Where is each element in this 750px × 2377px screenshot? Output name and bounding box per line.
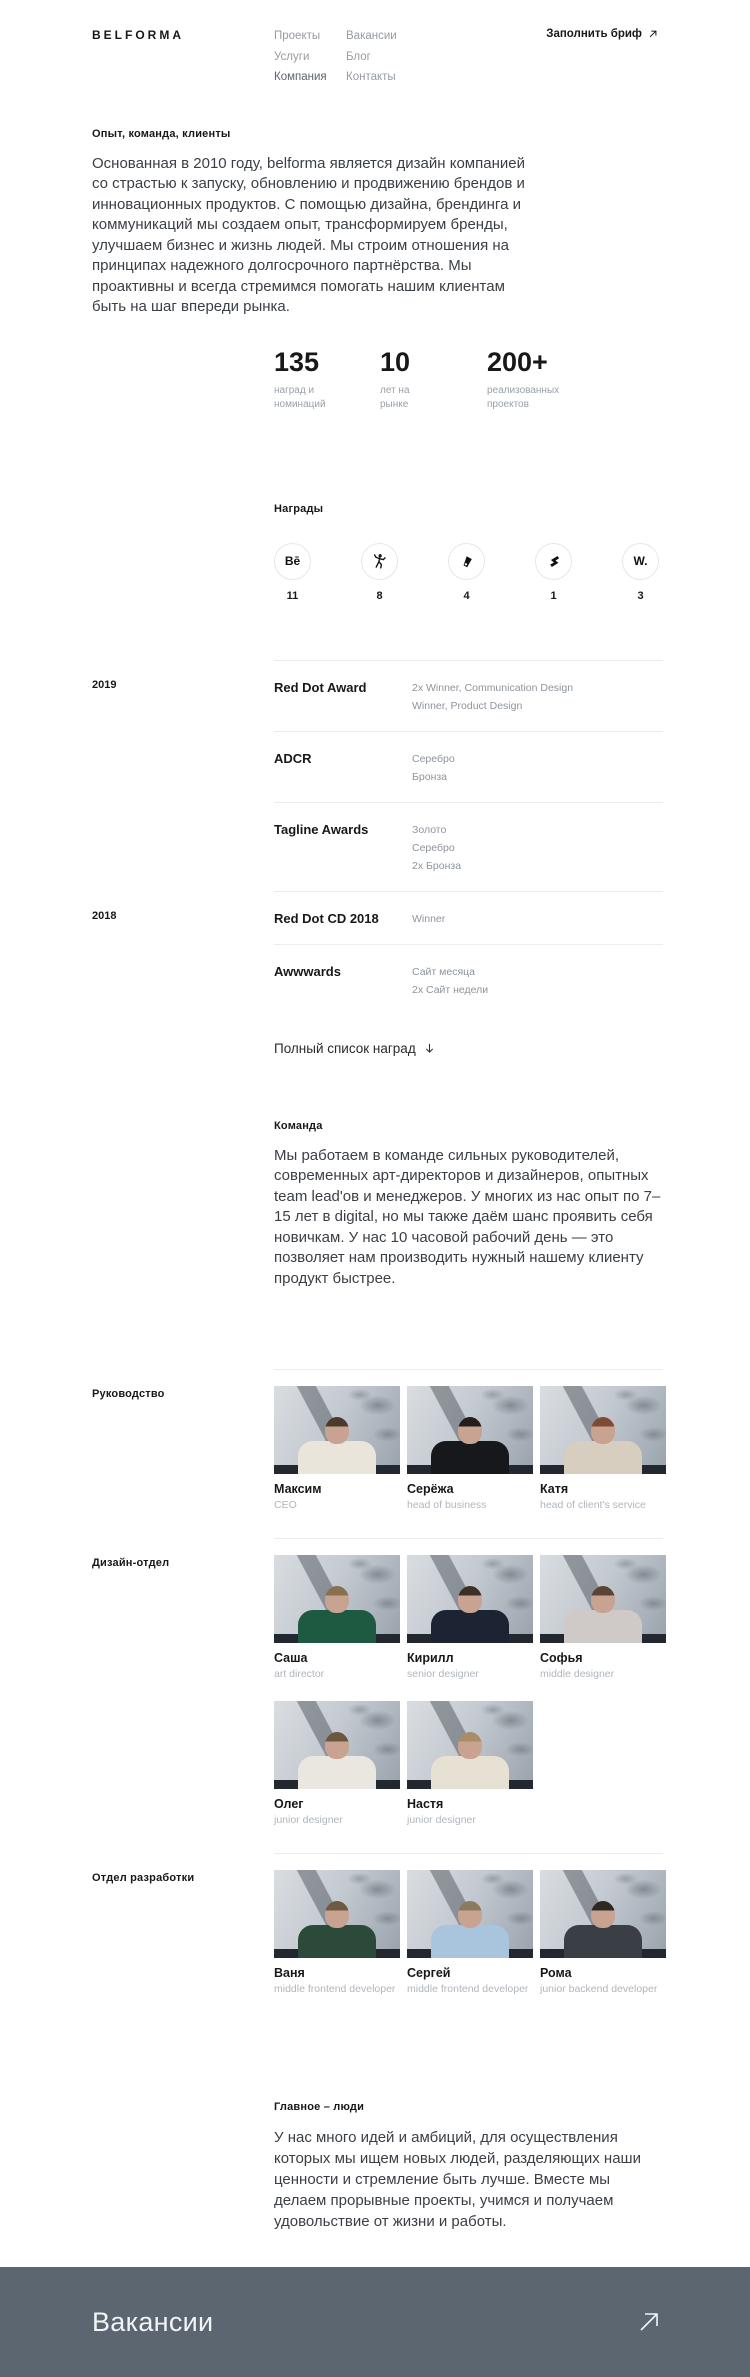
award-details <box>412 821 663 875</box>
team-member-photo <box>540 1870 666 1958</box>
external-arrow-icon[interactable] <box>636 2309 662 2335</box>
team-member-name: Саша <box>274 1651 308 1665</box>
stat-label: наград и номинаций <box>274 384 326 410</box>
awwwards-glyph: W. <box>633 554 648 568</box>
stat-projects <box>487 348 593 413</box>
award-count: 3 <box>637 589 644 602</box>
team-member-name: Рома <box>540 1966 572 1980</box>
award-detail: Серебро <box>412 752 455 765</box>
awards-section-label: Награды <box>274 502 324 515</box>
awards-table <box>92 660 663 1015</box>
team-member-name: Катя <box>540 1482 569 1496</box>
stat-value: 10 <box>380 346 411 377</box>
closing-section-label: Главное – люди <box>274 2101 365 2113</box>
team-member-name: Настя <box>407 1797 444 1811</box>
award-badge <box>448 543 485 602</box>
team-row <box>274 1555 663 1681</box>
award-year: 2019 <box>92 678 117 691</box>
intro-section-label: Опыт, команда, клиенты <box>92 127 231 140</box>
awwwards-icon <box>622 543 659 580</box>
team-member-role: art director <box>274 1668 325 1680</box>
team-member-role: middle frontend developer <box>407 1983 529 1995</box>
award-detail: 2x Winner, Communication Design <box>412 681 574 694</box>
dancer-figure-icon <box>361 543 398 580</box>
award-title: ADCR <box>274 750 312 766</box>
nav-link-vacancies[interactable]: Вакансии <box>346 30 397 42</box>
group-label: Дизайн-отдел <box>92 1557 170 1569</box>
team-member-name: Максим <box>274 1482 322 1496</box>
team-member-name: Ваня <box>274 1966 305 1980</box>
award-title: Red Dot CD 2018 <box>274 910 379 926</box>
stat-label: реализованных проектов <box>487 384 560 410</box>
vacancies-title[interactable]: Вакансии <box>92 2306 214 2337</box>
group-label: Руководство <box>92 1388 165 1400</box>
award-details <box>412 910 663 928</box>
award-count: 4 <box>463 589 470 602</box>
behance-icon <box>274 543 311 580</box>
team-member-role: head of client's service <box>540 1499 646 1511</box>
nav-link-services[interactable]: Услуги <box>274 50 310 63</box>
nav-link-projects[interactable]: Проекты <box>274 30 321 42</box>
team-member-name: Сергей <box>407 1966 451 1980</box>
external-arrow-icon <box>648 29 658 39</box>
award-detail: Серебро <box>412 841 455 854</box>
full-awards-list-link[interactable] <box>274 1041 663 1056</box>
team-member-photo <box>407 1386 533 1474</box>
team-row <box>274 1701 663 1827</box>
closing-paragraph: У нас много идей и амбиций, для осуществления которых мы ищем новых людей, разделяющих наши ценности и стремление быть лучше. Вместе мы делаем прорывные проекты, учимся и получаем удовольствие от жизни и работы. <box>274 2129 641 2230</box>
team-member-card <box>274 1701 400 1827</box>
award-badge <box>274 543 311 602</box>
page-content <box>0 128 750 2233</box>
stat-value: 200+ <box>487 346 548 377</box>
award-detail: Сайт месяца <box>412 965 475 978</box>
group-label: Отдел разработки <box>92 1872 195 1884</box>
team-paragraph: Мы работаем в команде сильных руководителей, современных арт-директоров и дизайнеров, опытных team lead'ов и менеджеров. У многих из нас опыт по 7–15 лет в digital, но мы также даём шанс проявить себя новичкам. У нас 10 часовой рабочий день — это позволяет нам производить нужный нашему клиенту продукт быстрее. <box>274 1146 661 1287</box>
award-row <box>274 802 663 891</box>
team-member-role: middle frontend developer <box>274 1983 396 1995</box>
stat-years <box>380 348 487 413</box>
stat-value: 135 <box>274 346 320 377</box>
award-detail: 2x Сайт недели <box>412 983 489 996</box>
award-row <box>92 891 663 944</box>
behance-glyph: Bē <box>284 554 301 568</box>
team-group-leadership <box>92 1369 663 1512</box>
award-row <box>274 731 663 802</box>
logo[interactable]: BELFORMA <box>92 28 184 42</box>
team-section-label: Команда <box>274 1119 323 1132</box>
award-badge <box>535 543 572 602</box>
stat-label: лет на рынке <box>380 384 410 410</box>
team-member-role: junior designer <box>407 1814 476 1826</box>
fill-brief-link[interactable] <box>546 26 658 40</box>
team-member-card <box>407 1555 533 1681</box>
vacancies-banner[interactable] <box>0 2267 750 2377</box>
award-badges-row <box>274 543 663 602</box>
award-details <box>412 679 663 715</box>
team-member-card <box>274 1386 400 1512</box>
team-member-photo <box>407 1701 533 1789</box>
team-member-photo <box>407 1555 533 1643</box>
award-title: Tagline Awards <box>274 821 369 837</box>
team-member-name: Серёжа <box>407 1482 454 1496</box>
team-member-role: head of business <box>407 1499 487 1511</box>
team-member-role: CEO <box>274 1499 297 1511</box>
nav-link-blog[interactable]: Блог <box>346 50 371 63</box>
award-year: 2018 <box>92 909 117 922</box>
nav-link-contacts[interactable]: Контакты <box>346 71 396 83</box>
arrow-down-icon <box>424 1042 435 1054</box>
award-row <box>92 660 663 731</box>
nav-link-company[interactable]: Компания <box>274 71 327 83</box>
team-member-card <box>407 1386 533 1512</box>
team-member-card <box>407 1701 533 1827</box>
team-member-card <box>274 1555 400 1681</box>
award-badge <box>361 543 398 602</box>
team-member-role: middle designer <box>540 1668 615 1680</box>
award-badge <box>622 543 659 602</box>
team-member-photo <box>540 1386 666 1474</box>
team-member-role: senior designer <box>407 1668 479 1680</box>
team-member-card <box>540 1386 666 1512</box>
team-member-card <box>540 1555 666 1681</box>
site-header <box>0 0 750 88</box>
team-member-photo <box>274 1701 400 1789</box>
team-member-name: Олег <box>274 1797 304 1811</box>
award-row <box>274 944 663 1015</box>
award-title: Awwwards <box>274 963 341 979</box>
award-detail: Winner <box>412 912 446 925</box>
team-member-photo <box>540 1555 666 1643</box>
team-member-role: junior backend developer <box>540 1983 658 1995</box>
team-group-design <box>92 1538 663 1827</box>
award-detail: 2x Бронза <box>412 859 462 872</box>
team-member-name: Софья <box>540 1651 583 1665</box>
nav-column-2 <box>346 26 456 88</box>
team-member-card <box>540 1870 666 1996</box>
award-details <box>412 963 663 999</box>
full-awards-list-label: Полный список наград <box>274 1040 416 1056</box>
award-count: 8 <box>376 589 383 602</box>
award-detail: Winner, Product Design <box>412 699 523 712</box>
stat-awards <box>274 348 380 413</box>
s-letter-icon <box>535 543 572 580</box>
nav-column-1 <box>274 26 346 88</box>
award-count: 11 <box>286 589 299 602</box>
award-details <box>412 750 663 786</box>
award-count: 1 <box>550 589 557 602</box>
stats-row <box>274 348 663 413</box>
team-member-photo <box>407 1870 533 1958</box>
team-member-card <box>407 1870 533 1996</box>
team-member-card <box>274 1870 400 1996</box>
intro-paragraph: Основанная в 2010 году, belforma является дизайн компанией со страстью к запуску, обновлению и продвижению брендов и инновационных продуктов. С помощью дизайна, брендинга и коммуникаций мы создаем опыт, трансформируем бренды, улучшаем бизнес и жизнь людей. Мы строим отношения на принципах надежного долгосрочного партнёрства. Мы проактивны и всегда стремимся помогать нашим клиентам быть на шаг впереди рынка. <box>92 154 525 315</box>
team-group-development <box>92 1853 663 1996</box>
award-detail: Бронза <box>412 770 448 783</box>
pen-nib-icon <box>448 543 485 580</box>
team-member-name: Кирилл <box>407 1651 454 1665</box>
team-row <box>274 1870 663 1996</box>
team-member-photo <box>274 1870 400 1958</box>
award-detail: Золото <box>412 823 447 836</box>
team-member-photo <box>274 1555 400 1643</box>
team-member-photo <box>274 1386 400 1474</box>
award-title: Red Dot Award <box>274 679 367 695</box>
team-member-role: junior designer <box>274 1814 343 1826</box>
team-row <box>274 1386 663 1512</box>
fill-brief-label: Заполнить бриф <box>546 28 642 40</box>
